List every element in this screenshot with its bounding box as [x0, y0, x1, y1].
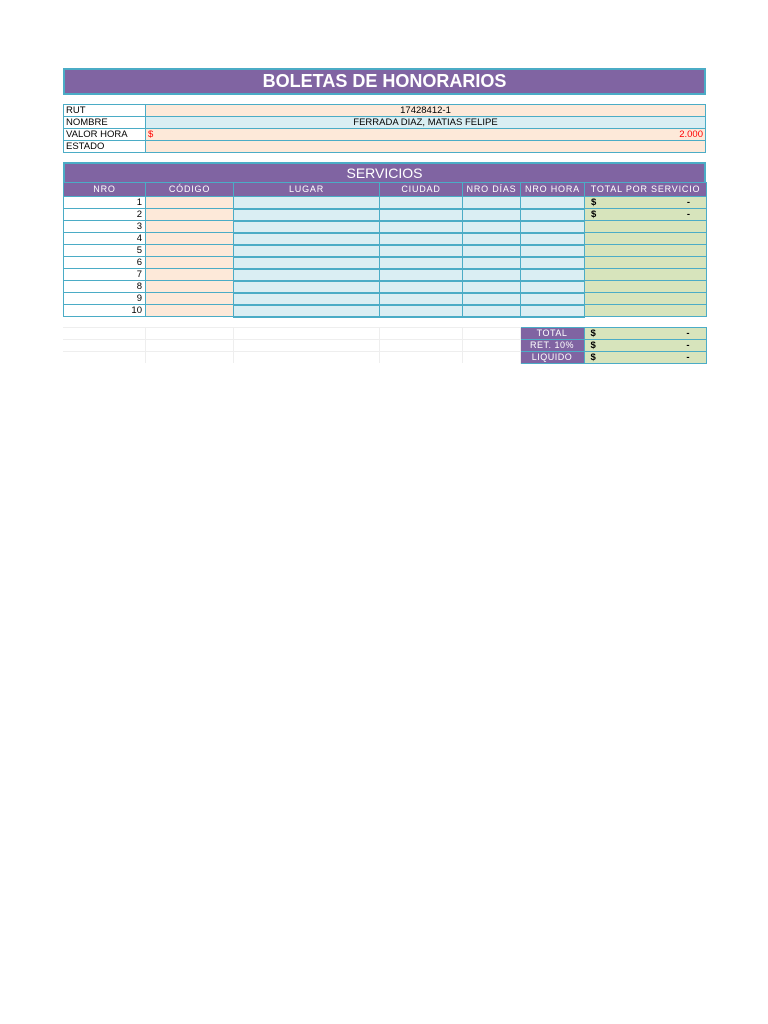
row-ciudad-cell[interactable] [380, 293, 463, 305]
total-currency: $ [590, 327, 596, 339]
row-nro-cell: 8 [64, 281, 146, 293]
servicios-title: SERVICIOS [63, 162, 706, 182]
nombre-row [64, 117, 706, 129]
row-nro-cell: 1 [64, 197, 146, 209]
row-lugar-cell[interactable] [234, 245, 380, 257]
row-ciudad-cell[interactable] [380, 197, 463, 209]
valor-hora-currency: $ [148, 129, 154, 140]
row-ciudad-cell[interactable] [380, 233, 463, 245]
row-nro-hora-cell[interactable] [521, 209, 585, 221]
row-codigo-cell[interactable] [146, 209, 234, 221]
page-title: BOLETAS DE HONORARIOS [63, 68, 706, 95]
row-nro-hora-cell[interactable] [521, 245, 585, 257]
row-total-cell[interactable] [585, 233, 707, 245]
total-value: - [686, 327, 690, 339]
rut-label: RUT [64, 105, 146, 117]
row-nro-hora-cell[interactable] [521, 233, 585, 245]
table-row [64, 221, 707, 233]
row-ciudad-cell[interactable] [380, 257, 463, 269]
row-lugar-cell[interactable] [234, 305, 380, 317]
row-lugar-cell[interactable] [234, 293, 380, 305]
spreadsheet [63, 68, 706, 364]
totals-table [63, 327, 707, 364]
ret-cell[interactable] [584, 339, 706, 351]
row-total-cell[interactable] [585, 281, 707, 293]
row-codigo-cell[interactable] [146, 245, 234, 257]
estado-label: ESTADO [64, 141, 146, 153]
liquido-value: - [686, 351, 690, 363]
row-total-cell[interactable] [585, 209, 707, 221]
table-row [64, 245, 707, 257]
row-nro-dias-cell[interactable] [463, 305, 521, 317]
total-label: TOTAL [520, 327, 584, 339]
header-nro: NRO [64, 183, 146, 197]
nombre-label: NOMBRE [64, 117, 146, 129]
rut-cell[interactable]: 17428412-1 [146, 105, 706, 117]
ret-currency: $ [590, 339, 596, 351]
servicios-body [64, 197, 707, 317]
row-lugar-cell[interactable] [234, 221, 380, 233]
row-total-value: - [686, 209, 690, 220]
row-total-currency: $ [591, 197, 597, 208]
row-nro-hora-cell[interactable] [521, 305, 585, 317]
row-nro-dias-cell[interactable] [463, 245, 521, 257]
row-total-value: - [686, 197, 690, 208]
ret-row [63, 339, 706, 351]
row-ciudad-cell[interactable] [380, 305, 463, 317]
table-row [64, 197, 707, 209]
table-row [64, 257, 707, 269]
table-row [64, 209, 707, 221]
row-nro-cell: 5 [64, 245, 146, 257]
row-ciudad-cell[interactable] [380, 245, 463, 257]
row-nro-dias-cell[interactable] [463, 221, 521, 233]
spacer-row [63, 318, 706, 327]
header-nro-dias: NRO DÍAS [463, 183, 521, 197]
row-nro-cell: 9 [64, 293, 146, 305]
rut-row [64, 105, 706, 117]
total-row [63, 327, 706, 339]
table-row [64, 281, 707, 293]
liquido-label: LIQUIDO [520, 351, 584, 363]
info-table [63, 104, 706, 153]
row-total-cell[interactable] [585, 293, 707, 305]
row-total-cell[interactable] [585, 245, 707, 257]
row-nro-cell: 10 [64, 305, 146, 317]
row-codigo-cell[interactable] [146, 305, 234, 317]
row-codigo-cell[interactable] [146, 281, 234, 293]
row-ciudad-cell[interactable] [380, 221, 463, 233]
ret-value: - [686, 339, 690, 351]
valor-hora-value: 2.000 [679, 129, 703, 140]
row-nro-cell: 6 [64, 257, 146, 269]
row-codigo-cell[interactable] [146, 269, 234, 281]
row-nro-hora-cell[interactable] [521, 221, 585, 233]
spacer-row [63, 95, 706, 104]
row-nro-cell: 3 [64, 221, 146, 233]
valor-hora-label: VALOR HORA [64, 129, 146, 141]
valor-hora-row [64, 129, 706, 141]
row-nro-dias-cell[interactable] [463, 281, 521, 293]
liquido-currency: $ [590, 351, 596, 363]
row-codigo-cell[interactable] [146, 293, 234, 305]
liquido-cell[interactable] [584, 351, 706, 363]
header-codigo: CÓDIGO [146, 183, 234, 197]
header-nro-hora: NRO HORA [521, 183, 585, 197]
row-total-currency: $ [591, 209, 597, 220]
row-lugar-cell[interactable] [234, 197, 380, 209]
row-total-cell[interactable] [585, 197, 707, 209]
table-row [64, 269, 707, 281]
row-nro-dias-cell[interactable] [463, 257, 521, 269]
row-total-cell[interactable] [585, 221, 707, 233]
row-codigo-cell[interactable] [146, 233, 234, 245]
row-nro-hora-cell[interactable] [521, 257, 585, 269]
header-total-por-servicio: TOTAL POR SERVICIO [585, 183, 707, 197]
table-row [64, 293, 707, 305]
table-row [64, 305, 707, 317]
row-total-cell[interactable] [585, 305, 707, 317]
row-nro-hora-cell[interactable] [521, 293, 585, 305]
row-lugar-cell[interactable] [234, 233, 380, 245]
row-nro-cell: 2 [64, 209, 146, 221]
row-nro-dias-cell[interactable] [463, 197, 521, 209]
row-ciudad-cell[interactable] [380, 209, 463, 221]
row-nro-hora-cell[interactable] [521, 281, 585, 293]
ret-label: RET. 10% [520, 339, 584, 351]
total-cell[interactable] [584, 327, 706, 339]
header-ciudad: CIUDAD [380, 183, 463, 197]
spacer-row [63, 153, 706, 162]
row-nro-dias-cell[interactable] [463, 269, 521, 281]
row-codigo-cell[interactable] [146, 197, 234, 209]
estado-cell[interactable] [146, 141, 706, 153]
row-lugar-cell[interactable] [234, 209, 380, 221]
estado-row [64, 141, 706, 153]
row-ciudad-cell[interactable] [380, 269, 463, 281]
valor-hora-cell[interactable] [146, 129, 706, 141]
row-total-cell[interactable] [585, 269, 707, 281]
row-codigo-cell[interactable] [146, 221, 234, 233]
liquido-row [63, 351, 706, 363]
row-nro-hora-cell[interactable] [521, 269, 585, 281]
servicios-table [63, 182, 707, 318]
row-lugar-cell[interactable] [234, 269, 380, 281]
row-codigo-cell[interactable] [146, 257, 234, 269]
row-nro-cell: 7 [64, 269, 146, 281]
nombre-cell[interactable]: FERRADA DIAZ, MATIAS FELIPE [146, 117, 706, 129]
row-nro-cell: 4 [64, 233, 146, 245]
row-total-cell[interactable] [585, 257, 707, 269]
row-lugar-cell[interactable] [234, 257, 380, 269]
table-row [64, 233, 707, 245]
row-nro-dias-cell[interactable] [463, 293, 521, 305]
row-nro-hora-cell[interactable] [521, 197, 585, 209]
row-lugar-cell[interactable] [234, 281, 380, 293]
header-lugar: LUGAR [234, 183, 380, 197]
servicios-header-row [64, 183, 707, 197]
row-nro-dias-cell[interactable] [463, 209, 521, 221]
row-ciudad-cell[interactable] [380, 281, 463, 293]
row-nro-dias-cell[interactable] [463, 233, 521, 245]
